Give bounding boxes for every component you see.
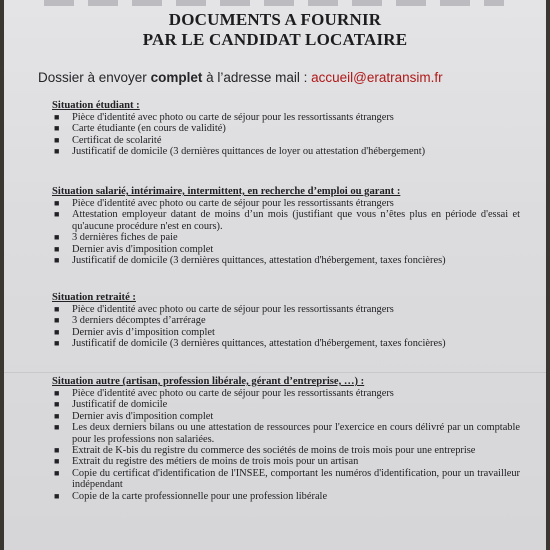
bullet-icon: ■ bbox=[54, 243, 60, 254]
bullet-icon: ■ bbox=[54, 467, 60, 478]
section-title: Situation autre (artisan, profession libérale, gérant d’entreprise, …) : bbox=[52, 376, 365, 387]
item-text: Dernier avis d'imposition complet bbox=[72, 243, 214, 255]
bullet-icon: ■ bbox=[54, 209, 60, 220]
item-list bbox=[52, 304, 520, 350]
bullet-icon: ■ bbox=[54, 388, 60, 398]
dossier-instruction bbox=[38, 70, 443, 85]
section-title: Situation retraité : bbox=[52, 292, 136, 303]
list-item bbox=[52, 244, 520, 255]
item-text: Attestation employeur datant de moins d’un mois (justifiant que vous n’êtes plus en période d'essai et qu'aucune procédure n'est en cours). bbox=[72, 209, 520, 232]
list-item bbox=[52, 232, 520, 243]
document-page bbox=[4, 0, 546, 550]
item-text: Justificatif de domicile (3 dernières quittances, attestation d'hébergement, taxes foncières) bbox=[72, 255, 446, 267]
list-item bbox=[52, 304, 520, 315]
item-text: Pièce d'identité avec photo ou carte de séjour pour les ressortissants étrangers bbox=[72, 112, 394, 123]
email-address: accueil@eratransim.fr bbox=[311, 70, 443, 85]
list-item bbox=[52, 112, 520, 123]
list-item bbox=[52, 491, 520, 502]
item-text: Copie de la carte professionnelle pour une profession libérale bbox=[72, 490, 328, 502]
paper-crease bbox=[4, 372, 546, 373]
bullet-icon: ■ bbox=[54, 198, 60, 208]
item-text: Pièce d'identité avec photo ou carte de séjour pour les ressortissants étrangers bbox=[72, 198, 394, 209]
bullet-icon: ■ bbox=[54, 255, 60, 266]
item-text: 3 derniers décomptes d’arrérage bbox=[72, 315, 206, 327]
bullet-icon: ■ bbox=[54, 304, 60, 314]
bullet-icon: ■ bbox=[54, 445, 60, 456]
bullet-icon: ■ bbox=[54, 338, 60, 349]
list-item bbox=[52, 456, 520, 467]
section-title: Situation étudiant : bbox=[52, 100, 140, 111]
title-line-1: DOCUMENTS A FOURNIR bbox=[168, 10, 382, 29]
list-item bbox=[52, 255, 520, 266]
list-item bbox=[52, 338, 520, 349]
bullet-icon: ■ bbox=[54, 410, 60, 421]
item-text: Certificat de scolarité bbox=[72, 134, 162, 146]
bullet-icon: ■ bbox=[54, 112, 60, 122]
item-text: Justificatif de domicile bbox=[72, 399, 168, 411]
bullet-icon: ■ bbox=[54, 399, 60, 410]
bullet-icon: ■ bbox=[54, 123, 60, 134]
list-item bbox=[52, 422, 520, 445]
bullet-icon: ■ bbox=[54, 456, 60, 467]
item-text: Pièce d'identité avec photo ou carte de séjour pour les ressortissants étrangers bbox=[72, 388, 394, 399]
list-item bbox=[52, 209, 520, 232]
title-line-2: PAR LE CANDIDAT LOCATAIRE bbox=[142, 30, 408, 49]
list-item bbox=[52, 327, 520, 338]
bullet-icon: ■ bbox=[54, 232, 60, 243]
item-list bbox=[52, 112, 520, 158]
section-etudiant bbox=[52, 99, 520, 158]
dossier-prefix: Dossier à envoyer bbox=[38, 70, 151, 85]
item-text: 3 dernières fiches de paie bbox=[72, 232, 178, 244]
list-item bbox=[52, 388, 520, 399]
section-autre bbox=[52, 375, 520, 502]
dossier-middle: à l’adresse mail : bbox=[202, 70, 312, 85]
bullet-icon: ■ bbox=[54, 146, 60, 157]
item-text: Les deux derniers bilans ou une attestation de ressources pour l'exercice en cours délivré par un comptable pour les professions non salariées. bbox=[72, 422, 520, 445]
item-text: Justificatif de domicile (3 dernières quittances, attestation d'hébergement, taxes foncières) bbox=[72, 338, 446, 350]
item-text: Extrait du registre des métiers de moins de trois mois pour un artisan bbox=[72, 456, 359, 468]
item-text: Justificatif de domicile (3 dernières quittances de loyer ou attestation d'hébergement) bbox=[72, 146, 426, 158]
section-retraite bbox=[52, 291, 520, 350]
list-item bbox=[52, 146, 520, 157]
bullet-icon: ■ bbox=[54, 326, 60, 337]
list-item bbox=[52, 468, 520, 491]
item-text: Dernier avis d'imposition complet bbox=[72, 410, 214, 422]
item-text: Pièce d'identité avec photo ou carte de séjour pour les ressortissants étrangers bbox=[72, 304, 394, 315]
section-salarie bbox=[52, 185, 520, 266]
cropped-header-text bbox=[44, 0, 504, 6]
section-title: Situation salarié, intérimaire, intermittent, en recherche d’emploi ou garant : bbox=[52, 186, 401, 197]
item-list bbox=[52, 198, 520, 266]
list-item bbox=[52, 315, 520, 326]
item-text: Carte étudiante (en cours de validité) bbox=[72, 123, 226, 135]
list-item bbox=[52, 411, 520, 422]
bullet-icon: ■ bbox=[54, 134, 60, 145]
item-list bbox=[52, 388, 520, 502]
dossier-bold: complet bbox=[150, 70, 203, 85]
item-text: Dernier avis d’imposition complet bbox=[72, 326, 215, 338]
list-item bbox=[52, 445, 520, 456]
bullet-icon: ■ bbox=[54, 422, 60, 433]
list-item bbox=[52, 135, 520, 146]
list-item bbox=[52, 399, 520, 410]
document-title bbox=[4, 10, 546, 50]
bullet-icon: ■ bbox=[54, 490, 60, 501]
list-item bbox=[52, 198, 520, 209]
item-text: Extrait de K-bis du registre du commerce des sociétés de moins de trois mois pour une entreprise bbox=[72, 445, 476, 457]
bullet-icon: ■ bbox=[54, 315, 60, 326]
list-item bbox=[52, 123, 520, 134]
item-text: Copie du certificat d'identification de l'INSEE, comportant les numéros d'identification, pour un travailleur indépendant bbox=[72, 467, 520, 491]
